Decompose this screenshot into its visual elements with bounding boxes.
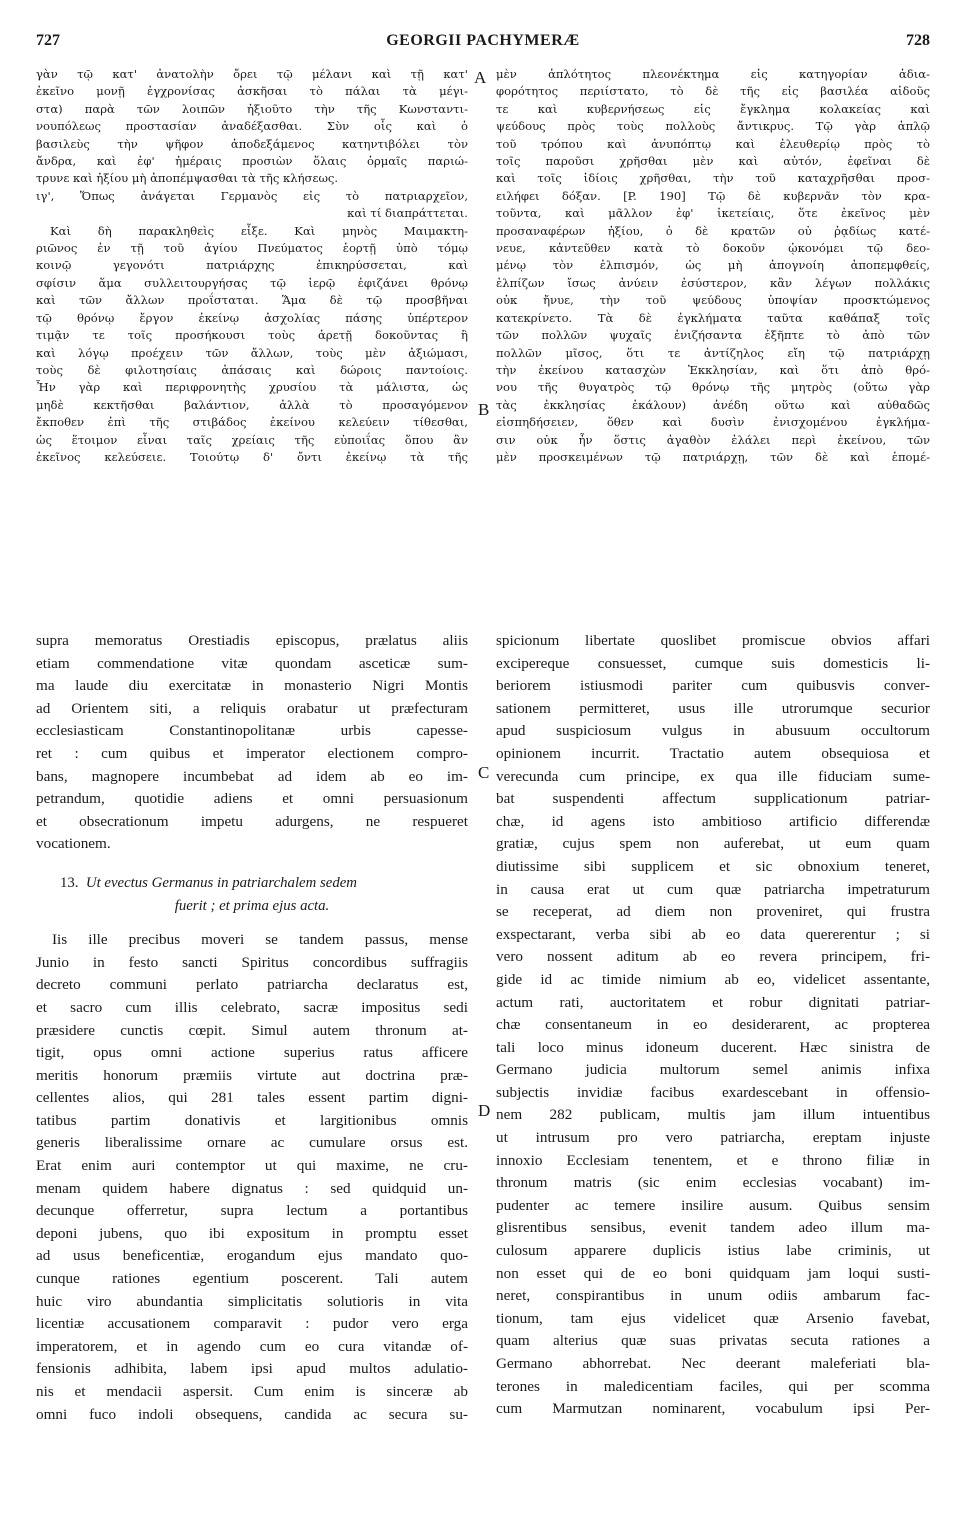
text-line: actum rati, auctoritatem et robur dignitati patriar- <box>496 993 930 1011</box>
text-line: cum Marmutzan nominarent, vocabulum ipsi Per- <box>496 1400 930 1418</box>
text-line: præsidere cunctis cœpit. Simul autem thronum at- <box>36 1021 468 1039</box>
text-line: ut intrusum pro vero patriarcha, ereptam injuste <box>496 1129 930 1147</box>
text-line: glisrentibus sensibus, evenit tandem adeo illum ma- <box>496 1219 930 1237</box>
text-line: omni fuco indoli obsequens, candida ac secura su- <box>36 1405 468 1423</box>
text-line: ἐκεῖνο μονῇ ἐγχρονίσας ἀσκῆσαι τὸ πάλαι τὰ μέγι- <box>36 84 468 99</box>
text-line: apud suspiciosum vulgus in abusuum occultorum <box>496 722 930 740</box>
text-line: ἄνδρα, καὶ ἐφ' ἡμέραις προσιὼν ὅλαις ὁρμαῖς παριώ- <box>36 154 468 169</box>
text-line: deponi jubens, quo ibi expositum in promptu esset <box>36 1224 468 1242</box>
text-line: καὶ τῶν ἄλλων προΐσταται. Ἅμα δὲ τῷ προσβῆναι <box>36 293 468 308</box>
text-line: generis liberalissime ornare ac cumulare orsus est. <box>36 1134 468 1152</box>
section-number: 13. <box>60 874 79 891</box>
text-line: ret : cum quibus et imperator electionem compro- <box>36 744 468 762</box>
text-line: ιγ', Ὅπως ἀνάγεται Γερμανὸς εἰς τὸ πατριαρχεῖον, <box>36 188 468 203</box>
text-line: ad usus beneficentiæ, erogandum ejus mandato quo- <box>36 1247 468 1265</box>
text-line: τε καὶ κυβερνήσεως εἰς ἔγκλημα κολακείας καὶ <box>496 101 930 116</box>
text-line: σφίσιν ἅμα συλλειτουργήσας τῷ ἱερῷ ἐφιζάνει θρόνῳ <box>36 275 468 290</box>
text-line: tigit, opus omni actione superius ratus afficere <box>36 1044 468 1062</box>
text-line: Καὶ δὴ παρακληθεὶς εἶξε. Καὶ μηνὸς Μαιμακτη- <box>50 223 468 238</box>
text-line: μένῳ τὸν ἐλπισμόν, ὡς μὴ ἀπογνοίη ἀποπεμφθείς, <box>496 258 930 273</box>
text-line: Iis ille precibus moveri se tandem passus, mense <box>52 931 468 949</box>
section-title-line-2: fuerit ; et prima ejus acta. <box>174 897 330 914</box>
text-line: ecclesiasticam Constantinopolitanæ urbis capesse- <box>36 722 468 740</box>
text-line: licentiæ accusationem comparavit : pudor vero erga <box>36 1315 468 1333</box>
text-line: σιν οὐκ ἦν ὅστις ἀγαθὸν ἐλάλει περὶ ἐκείνου, τῶν <box>496 432 930 447</box>
text-line: κατεκρίνετο. Τὰ δὲ ἐγκλήματα ταῦτα καθάπαξ τοῖς <box>496 310 930 325</box>
text-line: sationem permitteret, usus ille utrorumque securior <box>496 699 930 717</box>
text-line: μὲν προσκειμένων τῷ πατριάρχῃ, τῶν δὲ καὶ ἑπομέ- <box>496 449 930 464</box>
text-line: τιμᾷν τε τοῖς προσήκουσι τοὺς ἀρετῇ δοκοῦντας ἢ <box>36 328 468 343</box>
text-line: καὶ τοῖς ἰδίοις χρῆσθαι, τὴν τοῦ καταχρῆσθαι προσ- <box>496 171 930 186</box>
text-line: στα) παρὰ τῶν λοιπῶν ἠξιοῦτο τὴν τῆς Κωνσταντι- <box>36 101 468 116</box>
text-line: τοῦ τρόπου καὶ ἀνυπόπτῳ καὶ ἐλευθερίῳ πρὸς τὸ <box>496 136 930 151</box>
text-line: ριῶνος ἐν τῇ τοῦ ἁγίου Πνεύματος ἑορτῇ ὑπὸ τόμῳ <box>36 241 468 256</box>
text-line: excipereque consuesset, cumque suis domesticis li- <box>496 654 930 672</box>
text-line: innoxio Ecclesiam tenentem, et e throno filiæ in <box>496 1151 930 1169</box>
text-line: supra memoratus Orestiadis episcopus, prælatus aliis <box>36 632 468 649</box>
margin-marker-c: C <box>478 763 490 782</box>
greek-column-right <box>496 66 930 466</box>
page-number-left: 727 <box>36 32 60 49</box>
text-line: et obsecrationum impetu adurgens, ne respueret <box>36 812 468 830</box>
text-line: vero nossent aditum ab eo revera principem, fri- <box>496 948 930 966</box>
text-line: νουπόλεως προστασίαν ἀναδέξασθαι. Σὺν οἷς καὶ ὁ <box>36 119 468 134</box>
text-line: petrandum, quotidie adiens et omni persuasionum <box>36 790 468 808</box>
text-line: culosum apparere duplicis istius labe criminis, ut <box>496 1242 930 1260</box>
text-line: bat suspendenti affectum supplicationum patriar- <box>496 790 930 808</box>
text-line: gide id ac timide nimium ab eo, videlicet assentante, <box>496 970 930 988</box>
text-line: Germano judicia multorum semel animis infixa <box>496 1061 930 1079</box>
text-line: menam quidem habere dignatus : sed quidquid un- <box>36 1179 468 1197</box>
margin-marker-b: B <box>478 400 490 419</box>
text-line: τοὺς δὲ φιλοτησίαις ἁπάσαις καὶ δώροις παντοίοις. <box>36 362 468 377</box>
text-line: ψεύδους πρὸς τοὺς πολλοὺς ἄντικρυς. Τῷ γὰρ ἁπλῷ <box>496 119 930 134</box>
text-line: terones in maledicentiam faciles, qui per scomma <box>496 1377 930 1395</box>
text-line: τοῖς παροῦσι χρῆσθαι μὲν καὶ αὐτόν, ἐφεῖναι δὲ <box>496 154 930 169</box>
latin-column-right <box>496 630 930 1421</box>
text-line: subjectis invidiæ facibus exardescebant in offensio- <box>496 1083 930 1101</box>
text-line: nis et mendacii aspersit. Cum enim is sinceræ ab <box>36 1383 468 1400</box>
page-header <box>36 32 930 54</box>
text-line: Germano abhorrebat. Nec deerant maleferiati bla- <box>496 1355 930 1372</box>
text-line: τὰς ἐκκλησίας ἐκάλουν) ἀνέδη οὕτω καὶ αὐθαδῶς <box>496 397 930 412</box>
text-line: ἐκεῖνος κελεύσειε. Τοιούτῳ δ' ὄντι ἐκείνῳ τὰ τῆς <box>36 449 468 464</box>
latin-column-left <box>36 630 468 1426</box>
text-line: φορότητος περιίστατο, τὸ δὲ τῆς εἰς βασιλέα αἰδοῦς <box>496 84 930 99</box>
text-line: καὶ τί διαπράττεται. <box>347 206 468 221</box>
greek-column-left <box>36 66 468 466</box>
text-line: ὡς ἕτοιμον εἶναι ταῖς χρείαις τῆς εὐποιΐας ὅπου ἂν <box>36 432 468 447</box>
section-title-line-1: Ut evectus Germanus in patriarchalem sedem <box>85 874 357 891</box>
text-line: προσαναφέρων ἠξίου, ὁ δὲ κρατῶν οὐ ῥᾳδίως κατέ- <box>496 223 930 238</box>
text-line: vocationem. <box>36 835 111 853</box>
text-line: non esset qui de eo boni quidquam jam loqui susti- <box>496 1264 930 1282</box>
section-heading-line-1 <box>36 872 468 895</box>
text-line: gratiæ, cujus spem non auferebat, ut eum quam <box>496 835 930 853</box>
section-heading <box>36 872 468 917</box>
text-line: beriorem istiusmodi pariter cum quibusvis conver- <box>496 677 930 695</box>
text-line: chæ, id agens isto ambitioso artificio differendæ <box>496 812 930 830</box>
text-line: decunque offerretur, supra lectum a portantibus <box>36 1202 468 1220</box>
latin-paragraph-1 <box>36 630 468 856</box>
text-line: pudenter ac temere insilire ausum. Quibus sensim <box>496 1196 930 1214</box>
text-line: etiam commendatione vitæ quondam asceticæ sum- <box>36 654 468 672</box>
text-line: μηδὲ κεκτῆσθαι βαλάντιον, ἀλλὰ τὸ προσαγόμενον <box>36 397 468 412</box>
text-line: nem 282 publicam, multis jam illum intuentibus <box>496 1106 930 1124</box>
text-line: Junio in festo sancti Spiritus concordibus suffragiis <box>36 953 468 971</box>
text-line: imperatorem, et in agendo cum eo cura vitandæ of- <box>36 1337 468 1355</box>
text-line: tatibus partim donativis et largitionibus omnis <box>36 1111 468 1129</box>
text-line: fensionis adhibita, labem ipsi apud multos adulatio- <box>36 1360 468 1378</box>
text-line: ad Orientem siti, a reliquis orabatur ut præfecturam <box>36 699 468 717</box>
text-line: huic viro abundantia simplicitatis solutioris in vita <box>36 1292 468 1310</box>
text-line: οὐκ ἤνυε, τὴν τοῦ ψεύδους ὑποψίαν προσκτώμενος <box>496 293 930 308</box>
text-line: νευε, κἀντεῦθεν κατὰ τὸ δοκοῦν ᾠκονόμει τῷ δεο- <box>496 241 930 256</box>
text-line: cunque rationes egentium poscerent. Tali autem <box>36 1270 468 1288</box>
text-line: τῶν πολλῶν ψυχαῖς ἐνιζήσαντα ἐξῆπτε τὸ ἀπὸ τῶν <box>496 328 930 343</box>
text-line: spicionum libertate quoslibet promiscue obvios affari <box>496 632 930 649</box>
text-line: τῷ θρόνῳ ἔργον ἐκείνῳ ἀσχολίας πάσης ὑπέρτερον <box>36 310 468 325</box>
text-line: tionum, tam ejus videlicet quæ Arsenio favebat, <box>496 1309 930 1327</box>
text-line: εἰσπηδήσειεν, ὅθεν καὶ δυσὶν ἐνισχομένου ἐγκλήμα- <box>496 415 930 430</box>
section-heading-line-2 <box>36 895 468 918</box>
text-line: thronum matris (sic enim ecclesias vocabant) im- <box>496 1174 930 1192</box>
text-line: μὲν ἁπλότητος πλεονέκτημα εἰς κατηγορίαν ἀδια- <box>496 67 930 81</box>
text-line: κοινῷ γεγονότι πατριάρχης ἐπικηρύσσεται, καὶ <box>36 258 468 273</box>
latin-paragraph-2 <box>36 929 468 1426</box>
text-line: chæ consentaneum in eo desiderarent, ac propterea <box>496 1016 930 1034</box>
page-number-right: 728 <box>906 32 930 49</box>
margin-marker-a: A <box>474 68 487 87</box>
text-line: opinionem incurrit. Tractatio autem obsequiosa et <box>496 744 930 762</box>
text-line: bans, magnopere incumbebat ad idem ab eo im- <box>36 767 468 785</box>
text-line: quam alterius quæ suas privatas secuta rationes a <box>496 1332 930 1350</box>
text-line: ma laude diu exercitatæ in monasterio Nigri Montis <box>36 677 468 695</box>
text-line: et sacro cum illis celebrato, sacræ impositus sedi <box>36 998 468 1016</box>
text-line: τρυνε καὶ ἠξίου μὴ ἀποπέμψασθαι τὰ τῆς κλήσεως. <box>36 171 339 186</box>
text-line: Ἦν γὰρ καὶ περιφρονητὴς χρυσίου τὰ μάλιστα, ὡς <box>36 380 468 395</box>
text-line: neret, conspirantibus in unum odiis ambarum fac- <box>496 1287 930 1305</box>
text-line: se receperat, ad diem non proveniret, qui frustra <box>496 903 930 921</box>
text-line: decreto communi perlato patriarcha declaratus est, <box>36 976 468 994</box>
text-line: ἔκποθεν ἐπὶ τῆς στιβάδος ἐκείνου κελεύειν τίθεσθαι, <box>36 415 468 430</box>
text-line: cellentes alios, qui 281 tales essent partim digni- <box>36 1089 468 1107</box>
text-line: πολλῶν μῖσος, ὅτι τε ἀντίζηλος εἴη τῷ πατριάρχῃ <box>496 345 930 360</box>
text-line: diutissime sibi supplicem et sic obnoxium teneret, <box>496 857 930 875</box>
text-line: Erat enim auri contemptor ut qui maxime, ne cru- <box>36 1157 468 1175</box>
text-line: in causa erat ut cum quæ patriarcha impetraturum <box>496 880 930 898</box>
text-line: τὴν ἐκείνου κατασχὼν Ἐκκλησίαν, καὶ ὅτι ἀπὸ θρό- <box>496 362 930 377</box>
text-line: γὰν τῷ κατ' ἀνατολὴν ὄρει τῷ μέλανι καὶ τῇ κατ' <box>36 67 468 81</box>
text-line: tali loco minus idoneum ducerent. Hæc sinistra de <box>496 1038 930 1056</box>
running-head: GEORGII PACHYMERÆ <box>386 32 580 49</box>
text-line: βασιλεὺς τὴν ψῆφον ἀποδεξάμενος κατηντιβόλει τὸν <box>36 136 468 151</box>
text-line: exspectarant, verba sibi ab eo data quererentur ; si <box>496 925 930 943</box>
text-line: meritis honorum præmiis virtute aut doctrina præ- <box>36 1066 468 1084</box>
margin-marker-d: D <box>478 1101 491 1120</box>
text-line: verecunda cum principe, ex qua ille fiduciam sume- <box>496 767 930 785</box>
text-line: ειλήφει δόξαν. [P. 190] Τῷ δὲ κυβερνᾶν τὸν κρα- <box>496 188 930 203</box>
text-line: καὶ λόγῳ προέχειν τῶν ἄλλων, τοὺς μὲν ἀξιώμασι, <box>36 345 468 360</box>
text-line: νου τῆς θυγατρὸς τῷ θρόνῳ τῆς μητρὸς (οὕτω γὰρ <box>496 380 930 395</box>
text-line: ἐλπίζων ἴσως ἀνύειν ἐσύστερον, κἂν λέγων πολλάκις <box>496 275 930 290</box>
text-line: τοῦντα, καὶ μᾶλλον ἐφ' ἱκετείαις, ὅτε ἐκεῖνος μὲν <box>496 206 930 221</box>
